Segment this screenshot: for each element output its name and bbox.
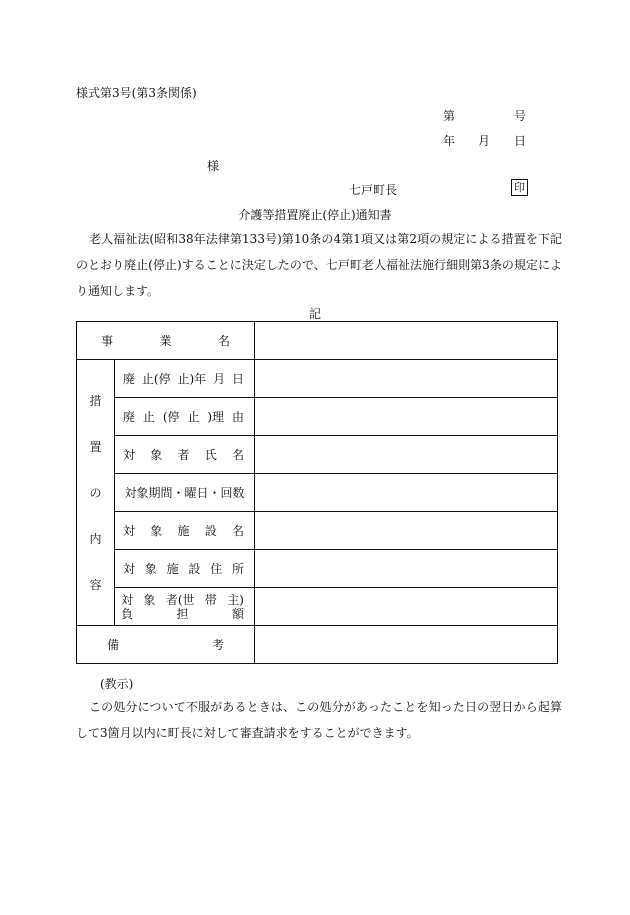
seal-stamp-icon: 印 xyxy=(511,179,528,196)
cancel-date-value[interactable] xyxy=(255,360,558,398)
document-number-prefix: 第 xyxy=(443,109,456,123)
table-row xyxy=(77,626,558,664)
business-name-value[interactable] xyxy=(255,322,558,360)
facility-address-value[interactable] xyxy=(255,550,558,588)
table-row xyxy=(77,360,558,398)
addressee-honorific: 様 xyxy=(207,159,220,173)
remarks-value[interactable] xyxy=(255,626,558,664)
issuer-name: 七戸町長 xyxy=(349,183,398,197)
document-number-suffix: 号 xyxy=(514,109,527,123)
instruction-text: この処分について不服があるときは、この処分があったことを知った日の翌日から起算して3箇月以内に町長に対して審査請求をすることができます。 xyxy=(76,700,562,740)
table-row xyxy=(77,436,558,474)
form-number: 様式第3号(第3条関係) xyxy=(76,86,197,100)
measure-content-label: 措 置 の 内 容 xyxy=(77,360,115,626)
table-row xyxy=(77,474,558,512)
table-row xyxy=(77,398,558,436)
date-month-label: 月 xyxy=(478,134,491,148)
facility-name-label: 対 象 施 設 名 xyxy=(115,512,255,550)
period-value[interactable] xyxy=(255,474,558,512)
business-name-label: 事 業 名 xyxy=(77,322,255,360)
table-row xyxy=(77,512,558,550)
cancel-reason-value[interactable] xyxy=(255,398,558,436)
date-year-label: 年 xyxy=(443,134,456,148)
cancel-reason-label: 廃 止 (停 止 )理 由 xyxy=(115,398,255,436)
table-row xyxy=(77,588,558,626)
date-day-label: 日 xyxy=(514,134,527,148)
facility-address-label: 対 象 施 設 住 所 xyxy=(115,550,255,588)
subject-name-value[interactable] xyxy=(255,436,558,474)
burden-amount-value[interactable] xyxy=(255,588,558,626)
body-paragraph: 老人福祉法(昭和38年法律第133号)第10条の4第1項又は第2項の規定による措置を下記のとおり廃止(停止)することに決定したので、七戸町老人福祉法施行細則第3条の規定により通知します。 xyxy=(76,232,562,298)
cancel-date-label: 廃 止(停 止)年 月 日 xyxy=(115,360,255,398)
measures-table xyxy=(76,321,558,664)
instruction-label: (教示) xyxy=(100,677,134,691)
table-row xyxy=(77,550,558,588)
facility-name-value[interactable] xyxy=(255,512,558,550)
document-title: 介護等措置廃止(停止)通知書 xyxy=(238,208,392,222)
table-row xyxy=(77,322,558,360)
subject-name-label: 対 象 者 氏 名 xyxy=(115,436,255,474)
ki-heading: 記 xyxy=(308,307,321,321)
period-label: 対象期間・曜日・回数 xyxy=(115,474,255,512)
burden-amount-label: 対 象 者(世 帯 主) 負 担 額 xyxy=(115,588,255,626)
remarks-label: 備 考 xyxy=(77,626,255,664)
